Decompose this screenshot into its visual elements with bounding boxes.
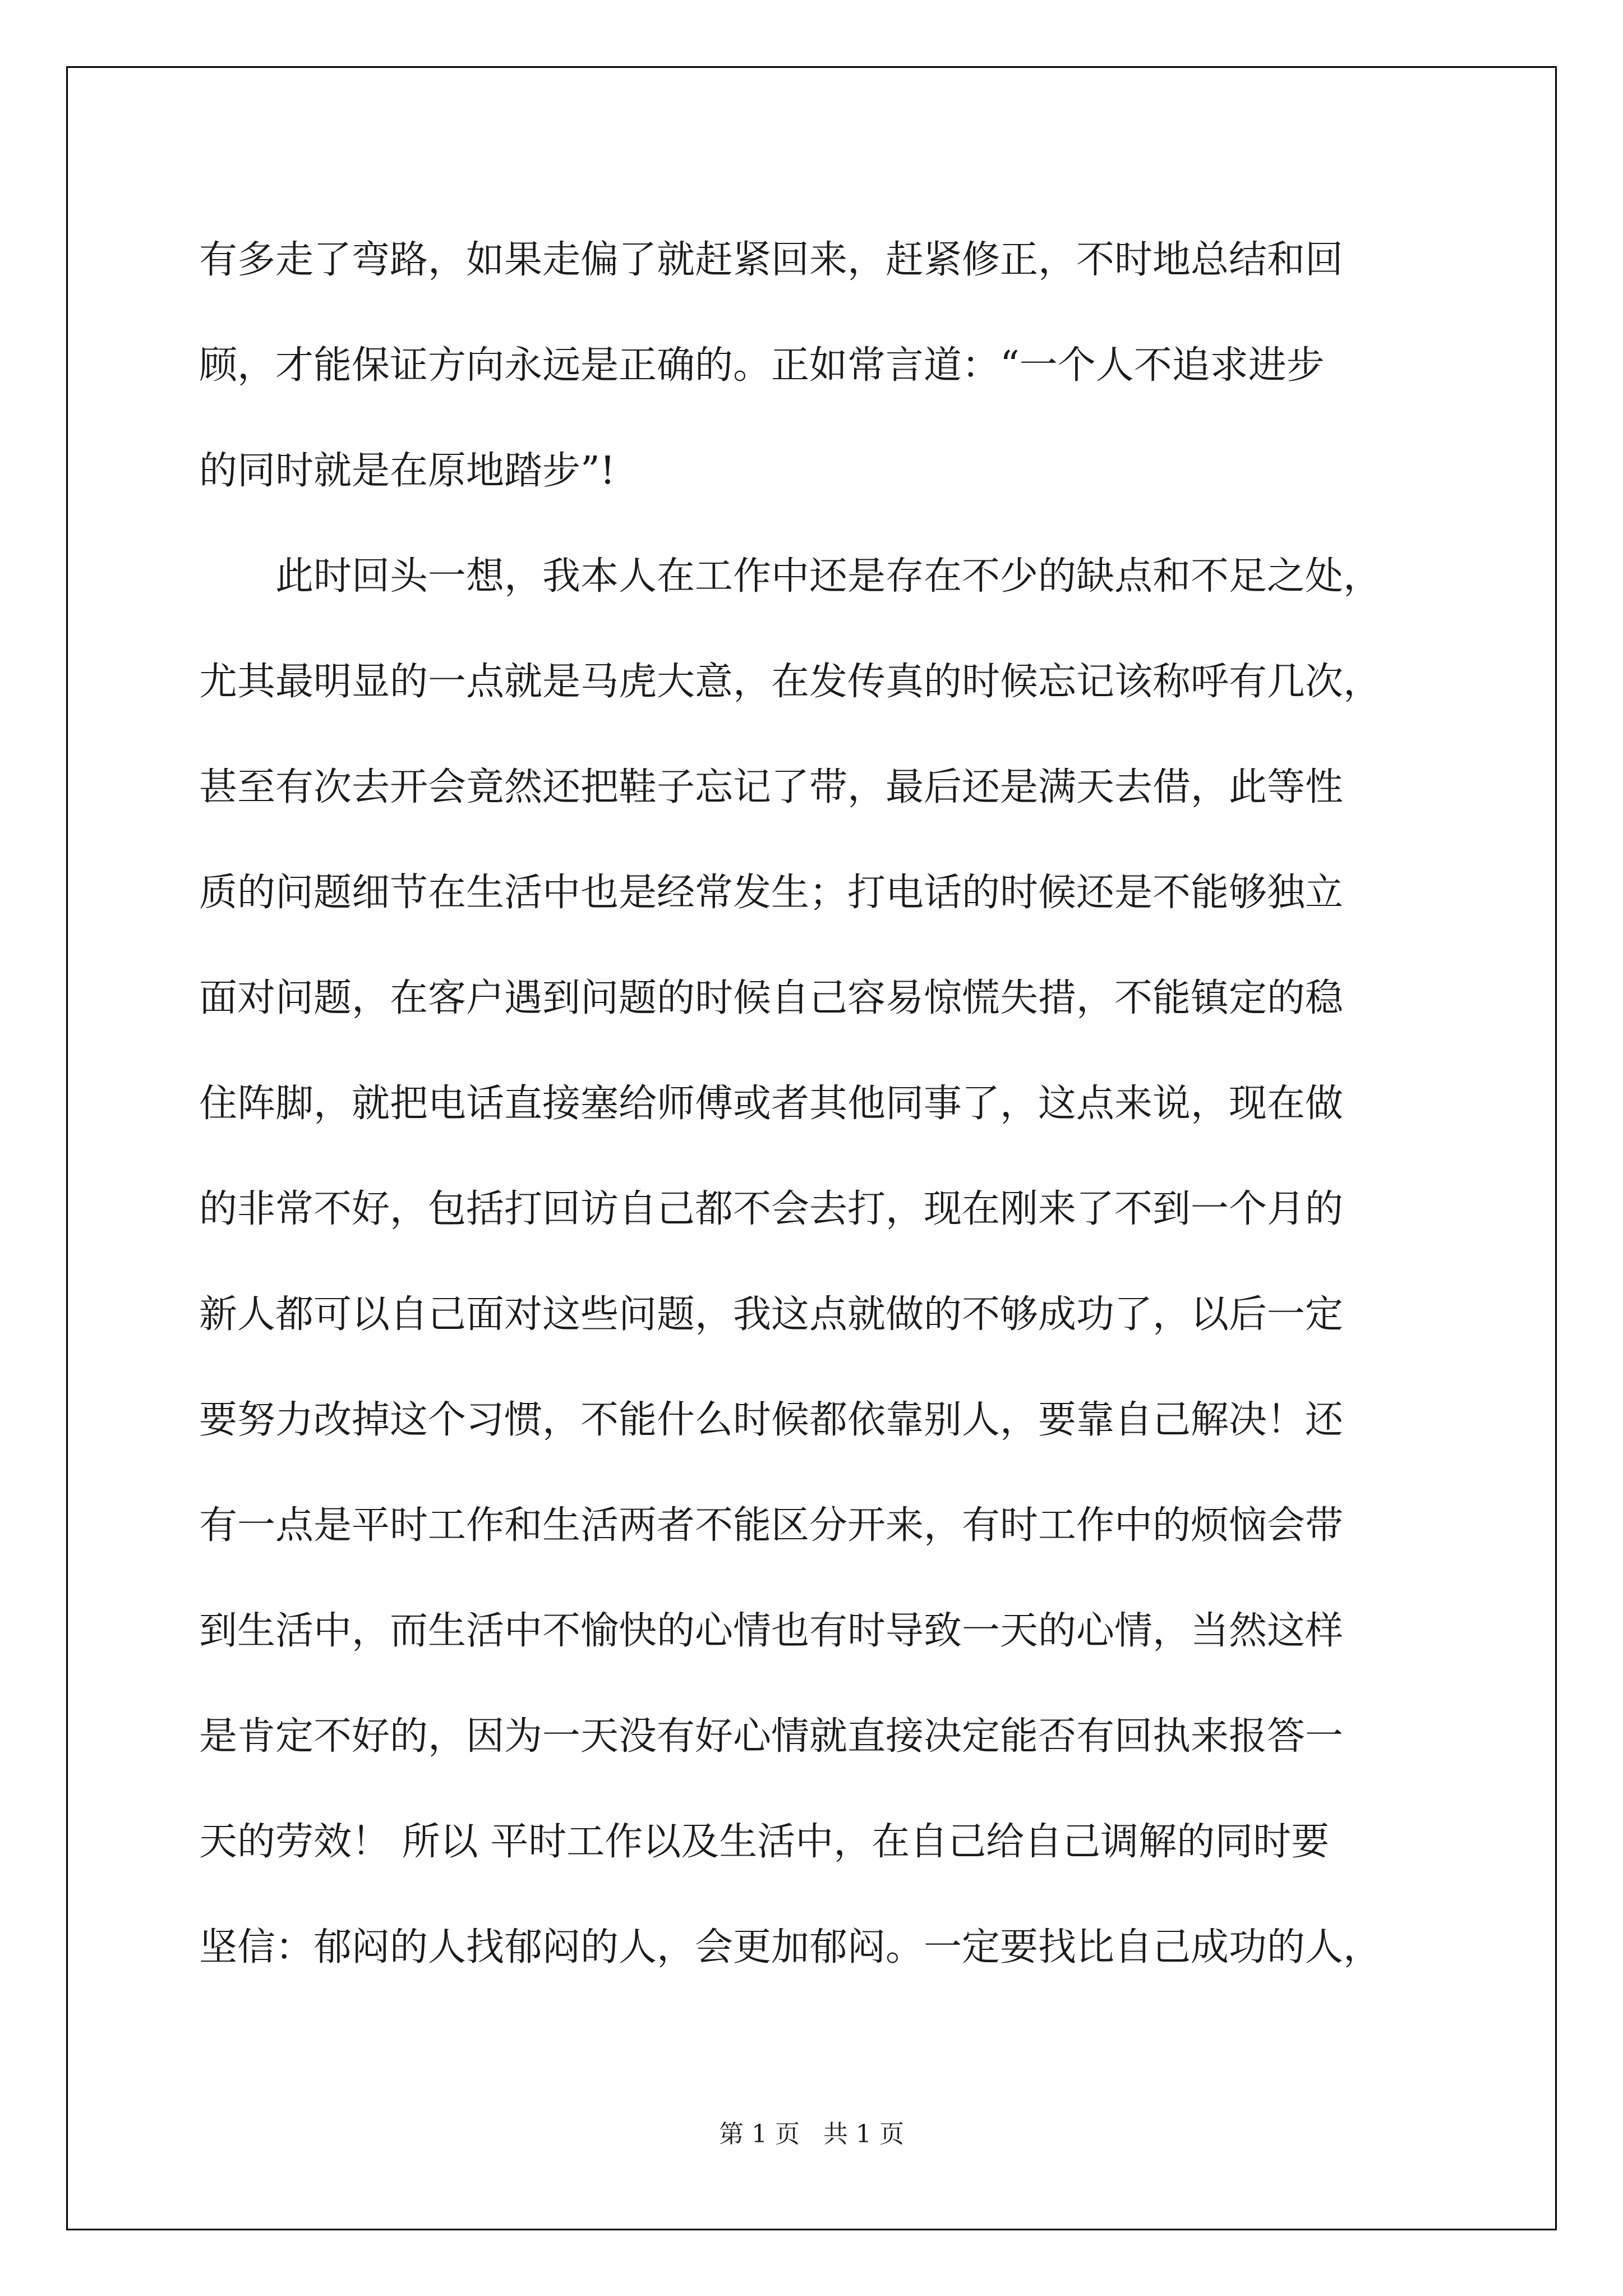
text-line: 新人都可以自己面对这些问题，我这点就做的不够成功了，以后一定	[199, 1292, 1344, 1337]
text-line: 要努力改掉这个习惯，不能什么时候都依靠别人，要靠自己解决！还	[199, 1398, 1344, 1442]
text-line: 甚至有次去开会竟然还把鞋子忘记了带，最后还是满天去借，此等性	[199, 765, 1344, 809]
text-line: 住阵脚，就把电话直接塞给师傅或者其他同事了，这点来说，现在做	[199, 1082, 1344, 1126]
text-line: 天的劳效！ 所以 平时工作以及生活中，在自己给自己调解的同时要	[199, 1820, 1330, 1864]
document-body	[199, 208, 1433, 2000]
text-line: 质的问题细节在生活中也是经常发生；打电话的时候还是不能够独立	[199, 871, 1344, 915]
text-line: 尤其最明显的一点就是马虎大意，在发传真的时候忘记该称呼有几次，	[199, 660, 1382, 704]
text-line: 有一点是平时工作和生活两者不能区分开来，有时工作中的烦恼会带	[199, 1503, 1344, 1548]
text-line: 有多走了弯路，如果走偏了就赶紧回来，赶紧修正，不时地总结和回	[199, 238, 1344, 282]
text-line: 是肯定不好的，因为一天没有好心情就直接决定能否有回执来报答一	[199, 1714, 1344, 1759]
text-line: 坚信：郁闷的人找郁闷的人，会更加郁闷。一定要找比自己成功的人，	[199, 1925, 1382, 1970]
text-line: 到生活中，而生活中不愉快的心情也有时导致一天的心情，当然这样	[199, 1609, 1344, 1653]
text-line: 顾，才能保证方向永远是正确的。正如常言道：“一个人不追求进步	[199, 343, 1325, 388]
text-line: 的同时就是在原地踏步”!	[199, 449, 616, 493]
text-line: 面对问题，在客户遇到问题的时候自己容易惊慌失措，不能镇定的稳	[199, 976, 1344, 1020]
text-line: 此时回头一想，我本人在工作中还是存在不少的缺点和不足之处，	[275, 554, 1382, 599]
text-line: 的非常不好，包括打回访自己都不会去打，现在刚来了不到一个月的	[199, 1187, 1344, 1231]
page-footer: 第 1 页 共 1 页	[719, 2120, 904, 2148]
